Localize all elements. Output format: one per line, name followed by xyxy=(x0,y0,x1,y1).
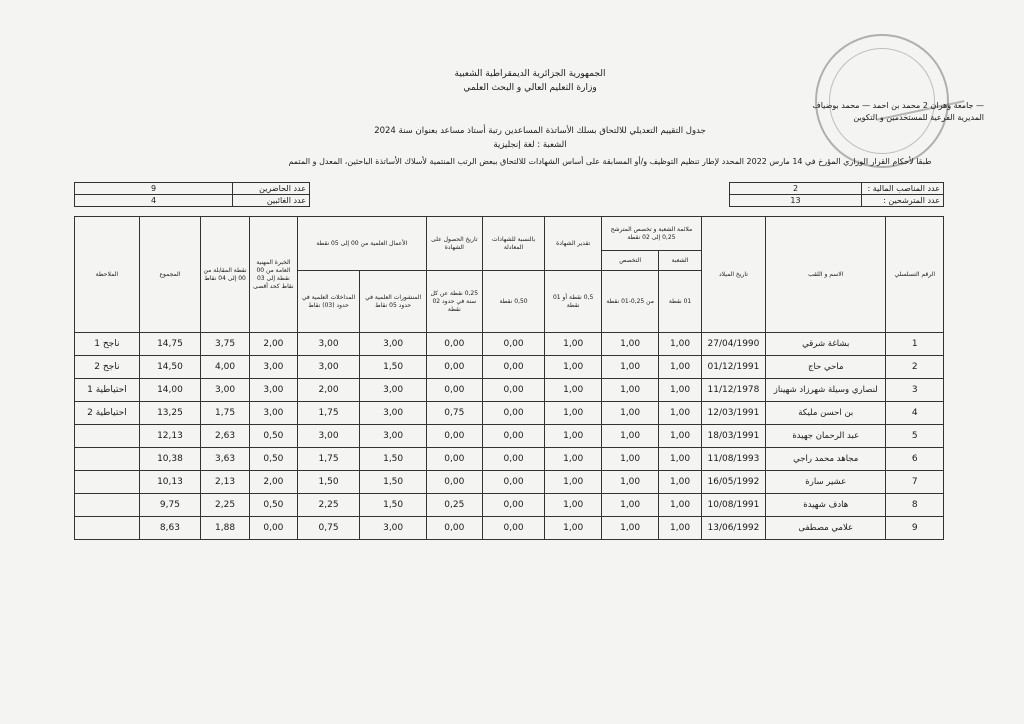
branch-line: الشعبة : لغة إنجليزية xyxy=(493,140,567,150)
cell-conferences: 1,75 xyxy=(297,402,360,425)
cell-branch: 1,00 xyxy=(659,494,702,517)
cell-obtain: 0,00 xyxy=(426,471,482,494)
cell-note xyxy=(75,517,140,540)
cell-name: بن احسن مليكة xyxy=(766,402,886,425)
cell-experience: 3,00 xyxy=(250,356,298,379)
document-title: جدول التقييم التعديلي للالتحاق بسلك الأساتذة المساعدين رتبة أستاذ مساعد بعنوان سنة 2024 xyxy=(374,126,706,136)
cell-publications: 1,50 xyxy=(360,471,426,494)
cell-experience: 0,50 xyxy=(250,425,298,448)
cell-grade: 1,00 xyxy=(545,402,602,425)
col-works-conf: المداخلات العلمية في حدود (03) نقاط xyxy=(297,271,360,333)
cell-spec: 1,00 xyxy=(602,448,659,471)
col-obtain: تاريخ الحصول على الشهادة xyxy=(426,217,482,271)
cell-equiv: 0,00 xyxy=(482,379,545,402)
cell-total: 14,50 xyxy=(139,356,200,379)
col-equiv-points: 0,50 نقطة xyxy=(482,271,545,333)
cell-birth: 18/03/1991 xyxy=(701,425,765,448)
cell-equiv: 0,00 xyxy=(482,517,545,540)
cell-spec: 1,00 xyxy=(602,494,659,517)
cell-experience: 3,00 xyxy=(250,379,298,402)
cell-note xyxy=(75,471,140,494)
cell-grade: 1,00 xyxy=(545,333,602,356)
table-row xyxy=(75,379,944,402)
col-works-pub: المنشورات العلمية في حدود 05 نقاط xyxy=(360,271,426,333)
table-row xyxy=(75,471,944,494)
cell-experience: 2,00 xyxy=(250,471,298,494)
cell-name: ماحي حاج xyxy=(766,356,886,379)
cell-branch: 1,00 xyxy=(659,448,702,471)
cell-branch: 1,00 xyxy=(659,471,702,494)
cell-grade: 1,00 xyxy=(545,379,602,402)
cell-obtain: 0,25 xyxy=(426,494,482,517)
cell-birth: 01/12/1991 xyxy=(701,356,765,379)
cell-publications: 3,00 xyxy=(360,425,426,448)
cell-publications: 3,00 xyxy=(360,517,426,540)
table-row xyxy=(75,402,944,425)
col-birth: تاريخ الميلاد xyxy=(701,217,765,333)
cell-name: مجاهد محمد راجي xyxy=(766,448,886,471)
header-row xyxy=(75,217,944,251)
cell-spec: 1,00 xyxy=(602,379,659,402)
col-experience: الخبرة المهنية العامة من 00 نقطة إلى 03 نقاط كحد أقصى xyxy=(250,217,298,333)
cell-equiv: 0,00 xyxy=(482,471,545,494)
table-row xyxy=(75,425,944,448)
col-match-branch-points: 01 نقطة xyxy=(659,271,702,333)
col-obtain-points: 0,25 نقطة عن كل سنة في حدود 02 نقطة xyxy=(426,271,482,333)
col-match-spec-points: من 0,25-01 نقطة xyxy=(602,271,659,333)
info-label: عدد الغائبين xyxy=(233,195,310,207)
cell-grade: 1,00 xyxy=(545,356,602,379)
col-grade: تقدير الشهادة xyxy=(545,217,602,271)
cell-obtain: 0,00 xyxy=(426,356,482,379)
cell-conferences: 3,00 xyxy=(297,333,360,356)
cell-total: 14,75 xyxy=(139,333,200,356)
cell-birth: 13/06/1992 xyxy=(701,517,765,540)
cell-experience: 3,00 xyxy=(250,402,298,425)
cell-publications: 1,50 xyxy=(360,494,426,517)
cell-publications: 1,50 xyxy=(360,356,426,379)
info-value: 13 xyxy=(730,195,862,207)
cell-obtain: 0,00 xyxy=(426,379,482,402)
cell-grade: 1,00 xyxy=(545,494,602,517)
table-row xyxy=(75,494,944,517)
cell-grade: 1,00 xyxy=(545,517,602,540)
col-interview: نقطة المقابلة من 00 إلى 04 نقاط xyxy=(201,217,250,333)
cell-name: عبد الرحمان جهيدة xyxy=(766,425,886,448)
table-row xyxy=(75,333,944,356)
cell-note: ناجح 1 xyxy=(75,333,140,356)
info-table-left xyxy=(74,182,310,207)
col-match-branch: الشعبة xyxy=(659,251,702,271)
col-grade-points: 0,5 نقطة أو 01 نقطة xyxy=(545,271,602,333)
cell-equiv: 0,00 xyxy=(482,356,545,379)
info-row xyxy=(730,183,944,195)
info-row xyxy=(730,195,944,207)
cell-birth: 10/08/1991 xyxy=(701,494,765,517)
cell-rank: 1 xyxy=(886,333,944,356)
cell-total: 10,13 xyxy=(139,471,200,494)
col-match-group: ملائمة الشعبة و تخصص المترشح 0,25 إلى 02 نقطة xyxy=(602,217,702,251)
cell-branch: 1,00 xyxy=(659,425,702,448)
cell-birth: 11/08/1993 xyxy=(701,448,765,471)
cell-interview: 1,75 xyxy=(201,402,250,425)
col-match-spec: التخصص xyxy=(602,251,659,271)
cell-conferences: 2,00 xyxy=(297,379,360,402)
cell-equiv: 0,00 xyxy=(482,425,545,448)
cell-spec: 1,00 xyxy=(602,333,659,356)
cell-interview: 3,75 xyxy=(201,333,250,356)
cell-conferences: 0,75 xyxy=(297,517,360,540)
cell-birth: 16/05/1992 xyxy=(701,471,765,494)
info-row xyxy=(75,195,310,207)
cell-equiv: 0,00 xyxy=(482,448,545,471)
cell-rank: 8 xyxy=(886,494,944,517)
cell-conferences: 1,50 xyxy=(297,471,360,494)
cell-obtain: 0,00 xyxy=(426,517,482,540)
directorate-heading: المديرية الفرعية للمستخدمين و التكوين xyxy=(853,113,984,122)
cell-interview: 1,88 xyxy=(201,517,250,540)
cell-interview: 2,13 xyxy=(201,471,250,494)
cell-name: عشير سارة xyxy=(766,471,886,494)
cell-experience: 2,00 xyxy=(250,333,298,356)
col-total: المجموع xyxy=(139,217,200,333)
info-value: 9 xyxy=(75,183,233,195)
cell-grade: 1,00 xyxy=(545,448,602,471)
cell-note xyxy=(75,425,140,448)
cell-total: 14,00 xyxy=(139,379,200,402)
cell-total: 9,75 xyxy=(139,494,200,517)
cell-total: 13,25 xyxy=(139,402,200,425)
cell-publications: 3,00 xyxy=(360,379,426,402)
cell-equiv: 0,00 xyxy=(482,494,545,517)
cell-publications: 1,50 xyxy=(360,448,426,471)
info-label: عدد المناصب المالية : xyxy=(862,183,944,195)
cell-obtain: 0,00 xyxy=(426,333,482,356)
evaluation-table xyxy=(74,216,944,540)
cell-branch: 1,00 xyxy=(659,517,702,540)
cell-birth: 27/04/1990 xyxy=(701,333,765,356)
cell-interview: 3,00 xyxy=(201,379,250,402)
cell-obtain: 0,75 xyxy=(426,402,482,425)
legal-reference: طبقا لأحكام القرار الوزاري المؤرخ في 14 مارس 2022 المحدد لإطار تنظيم التوظيف و/أو المسابقة على أساس الشهادات للالتحاق ببعض الرتب المنتمية لأسلاك الأساتذة الباحثين، المعدل و المتمم xyxy=(288,157,932,166)
cell-birth: 11/12/1978 xyxy=(701,379,765,402)
cell-rank: 2 xyxy=(886,356,944,379)
cell-spec: 1,00 xyxy=(602,517,659,540)
cell-grade: 1,00 xyxy=(545,425,602,448)
cell-rank: 7 xyxy=(886,471,944,494)
cell-note: احتياطية 2 xyxy=(75,402,140,425)
cell-conferences: 3,00 xyxy=(297,425,360,448)
cell-rank: 6 xyxy=(886,448,944,471)
cell-interview: 3,63 xyxy=(201,448,250,471)
cell-rank: 4 xyxy=(886,402,944,425)
col-rank: الرقم التسلسلي xyxy=(886,217,944,333)
table-body xyxy=(75,333,944,540)
info-value: 4 xyxy=(75,195,233,207)
col-notes: الملاحظة xyxy=(75,217,140,333)
cell-conferences: 2,25 xyxy=(297,494,360,517)
cell-interview: 2,25 xyxy=(201,494,250,517)
cell-interview: 4,00 xyxy=(201,356,250,379)
cell-total: 8,63 xyxy=(139,517,200,540)
cell-name: علامي مصطفى xyxy=(766,517,886,540)
cell-grade: 1,00 xyxy=(545,471,602,494)
cell-total: 10,38 xyxy=(139,448,200,471)
cell-publications: 3,00 xyxy=(360,402,426,425)
cell-branch: 1,00 xyxy=(659,379,702,402)
cell-spec: 1,00 xyxy=(602,356,659,379)
ministry-heading: وزارة التعليم العالي و البحث العلمي xyxy=(463,83,597,93)
info-row xyxy=(75,183,310,195)
cell-note xyxy=(75,448,140,471)
cell-spec: 1,00 xyxy=(602,425,659,448)
table-row xyxy=(75,517,944,540)
cell-publications: 3,00 xyxy=(360,333,426,356)
cell-note: ناجح 2 xyxy=(75,356,140,379)
table-row xyxy=(75,448,944,471)
cell-experience: 0,50 xyxy=(250,494,298,517)
republic-heading: الجمهورية الجزائرية الديمقراطية الشعبية xyxy=(454,69,606,79)
info-table-right xyxy=(729,182,944,207)
cell-branch: 1,00 xyxy=(659,333,702,356)
cell-conferences: 3,00 xyxy=(297,356,360,379)
cell-birth: 12/03/1991 xyxy=(701,402,765,425)
cell-equiv: 0,00 xyxy=(482,402,545,425)
cell-branch: 1,00 xyxy=(659,356,702,379)
cell-equiv: 0,00 xyxy=(482,333,545,356)
info-label: عدد المترشحين : xyxy=(862,195,944,207)
cell-name: هادف شهيدة xyxy=(766,494,886,517)
cell-obtain: 0,00 xyxy=(426,425,482,448)
cell-spec: 1,00 xyxy=(602,471,659,494)
cell-experience: 0,00 xyxy=(250,517,298,540)
cell-note: احتياطية 1 xyxy=(75,379,140,402)
cell-spec: 1,00 xyxy=(602,402,659,425)
university-heading: جامعة وهران 2 محمد بن احمد — محمد بوضياف — xyxy=(812,101,984,110)
cell-obtain: 0,00 xyxy=(426,448,482,471)
table-row xyxy=(75,356,944,379)
cell-interview: 2,63 xyxy=(201,425,250,448)
cell-name: لنصاري وسيلة شهرزاد شهيناز xyxy=(766,379,886,402)
cell-rank: 5 xyxy=(886,425,944,448)
col-name: الاسم و اللقب xyxy=(766,217,886,333)
cell-conferences: 1,75 xyxy=(297,448,360,471)
cell-branch: 1,00 xyxy=(659,402,702,425)
col-equiv: بالنسبة للشهادات المعادلة xyxy=(482,217,545,271)
cell-experience: 0,50 xyxy=(250,448,298,471)
cell-total: 12,13 xyxy=(139,425,200,448)
cell-name: بشاغة شرقي xyxy=(766,333,886,356)
cell-rank: 3 xyxy=(886,379,944,402)
cell-note xyxy=(75,494,140,517)
col-works-group: الأعمال العلمية من 00 إلى 05 نقطة xyxy=(297,217,426,271)
cell-rank: 9 xyxy=(886,517,944,540)
info-label: عدد الحاضرين xyxy=(233,183,310,195)
info-value: 2 xyxy=(730,183,862,195)
